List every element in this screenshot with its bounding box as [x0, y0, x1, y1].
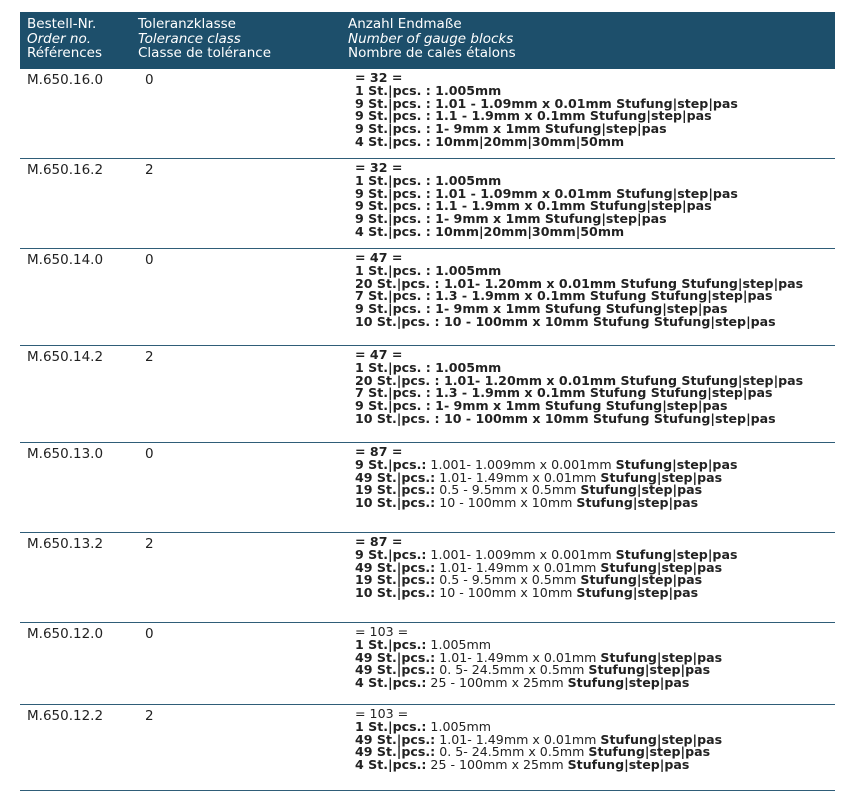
detail-text: Stufung|step|pas: [567, 675, 690, 691]
detail-text: 0. 5- 24.5mm x 0.5mm: [435, 744, 589, 760]
detail-text: 7 St.|pcs. : 1.3 - 1.9mm x 0.1mm Stufung Stufung|step|pas: [355, 385, 773, 401]
detail-text: 19 St.|pcs.:: [355, 572, 436, 588]
detail-text: 49 St.|pcs.:: [355, 744, 436, 760]
detail-text: Stufung|step|pas: [588, 744, 711, 760]
detail-text: 1.005mm: [426, 718, 492, 734]
detail-text: 9 St.|pcs. : 1.01 - 1.09mm x 0.01mm Stufung|step|pas: [355, 185, 738, 201]
detail-text: = 47 =: [355, 250, 403, 265]
gauge-block-details: [355, 705, 835, 790]
detail-text: 20 St.|pcs. : 1.01- 1.20mm x 0.01mm Stufung Stufung|step|pas: [355, 372, 804, 388]
detail-text: = 103 =: [355, 624, 409, 639]
detail-text: Stufung|step|pas: [576, 585, 699, 601]
detail-text: Stufung|step|pas: [588, 662, 711, 678]
table-row: [20, 623, 835, 705]
detail-text: 4 St.|pcs.:: [355, 675, 427, 691]
table-header: [20, 12, 835, 69]
table-row: [20, 705, 835, 791]
detail-text: 1.001- 1.009mm x 0.001mm: [426, 546, 616, 562]
order-number: M.650.12.0: [27, 626, 104, 642]
detail-text: Stufung|step|pas: [600, 731, 723, 747]
detail-text: 0.5 - 9.5mm x 0.5mm: [435, 482, 581, 498]
table-row: [20, 443, 835, 533]
detail-text: = 87 =: [355, 534, 403, 549]
order-number: M.650.16.2: [27, 162, 104, 178]
header-tolerance-en: Tolerance class: [138, 30, 241, 47]
detail-text: 9 St.|pcs. : 1- 9mm x 1mm Stufung|step|pas: [355, 121, 667, 137]
detail-text: 0. 5- 24.5mm x 0.5mm: [435, 662, 589, 678]
table-body: [20, 69, 835, 791]
detail-line: [355, 497, 835, 510]
detail-text: 49 St.|pcs.:: [355, 559, 436, 575]
tolerance-class: 2: [145, 536, 154, 552]
tolerance-class: 0: [145, 446, 154, 462]
gauge-block-table: [20, 12, 835, 791]
detail-text: 1 St.|pcs. : 1.005mm: [355, 82, 502, 98]
detail-text: Stufung|step|pas: [600, 649, 723, 665]
order-number: M.650.16.0: [27, 72, 104, 88]
detail-text: = 32 =: [355, 70, 403, 85]
header-count-en: Number of gauge blocks: [348, 30, 514, 47]
header-tolerance-de: Toleranzklasse: [138, 16, 236, 32]
detail-text: 1.001- 1.009mm x 0.001mm: [426, 456, 616, 472]
detail-text: 10 St.|pcs. : 10 - 100mm x 10mm Stufung Stufung|step|pas: [355, 313, 776, 329]
detail-text: 4 St.|pcs. : 10mm|20mm|30mm|50mm: [355, 223, 625, 239]
header-order-de: Bestell-Nr.: [27, 16, 97, 32]
detail-text: 9 St.|pcs. : 1- 9mm x 1mm Stufung Stufung|step|pas: [355, 301, 728, 317]
gauge-block-details: [355, 623, 835, 704]
detail-text: 9 St.|pcs. : 1.1 - 1.9mm x 0.1mm Stufung|step|pas: [355, 108, 712, 124]
detail-text: 4 St.|pcs.:: [355, 757, 427, 773]
table-row: [20, 69, 835, 159]
tolerance-class: 2: [145, 162, 154, 178]
detail-text: Stufung|step|pas: [580, 482, 703, 498]
detail-text: 1.01- 1.49mm x 0.01mm: [435, 649, 601, 665]
detail-text: 9 St.|pcs. : 1.01 - 1.09mm x 0.01mm Stufung|step|pas: [355, 95, 738, 111]
detail-text: 1.01- 1.49mm x 0.01mm: [435, 469, 601, 485]
header-order-no: [20, 17, 138, 69]
detail-line: [355, 759, 835, 772]
table-row: [20, 249, 835, 346]
detail-line: [355, 313, 835, 329]
detail-text: 10 - 100mm x 10mm: [435, 495, 577, 511]
header-order-en: Order no.: [27, 30, 91, 47]
detail-text: = 32 =: [355, 160, 403, 175]
detail-text: 10 St.|pcs. : 10 - 100mm x 10mm Stufung Stufung|step|pas: [355, 410, 776, 426]
tolerance-class: 0: [145, 72, 154, 88]
header-gauge-count: [348, 17, 835, 69]
detail-text: 19 St.|pcs.:: [355, 482, 436, 498]
detail-line: [355, 223, 835, 239]
gauge-block-details: [355, 533, 835, 622]
table-row: [20, 159, 835, 249]
detail-text: 49 St.|pcs.:: [355, 662, 436, 678]
detail-text: Stufung|step|pas: [615, 456, 738, 472]
gauge-block-details: [355, 249, 835, 345]
detail-text: Stufung|step|pas: [615, 546, 738, 562]
header-order-fr: Références: [27, 45, 103, 61]
gauge-block-details: [355, 346, 835, 442]
tolerance-class: 0: [145, 626, 154, 642]
tolerance-class: 0: [145, 252, 154, 268]
detail-text: Stufung|step|pas: [600, 469, 723, 485]
detail-text: 1.01- 1.49mm x 0.01mm: [435, 731, 601, 747]
table-row: [20, 346, 835, 443]
order-number: M.650.14.2: [27, 349, 104, 365]
tolerance-class: 2: [145, 708, 154, 724]
detail-text: 9 St.|pcs.:: [355, 546, 427, 562]
detail-text: 25 - 100mm x 25mm: [426, 675, 568, 691]
detail-text: 1 St.|pcs. : 1.005mm: [355, 359, 502, 375]
detail-text: 10 St.|pcs.:: [355, 585, 436, 601]
detail-text: = 47 =: [355, 347, 403, 362]
detail-line: [355, 410, 835, 426]
gauge-block-details: [355, 159, 835, 248]
order-number: M.650.13.0: [27, 446, 104, 462]
header-tolerance-fr: Classe de tolérance: [138, 45, 271, 61]
detail-text: 25 - 100mm x 25mm: [426, 757, 568, 773]
detail-text: 9 St.|pcs. : 1- 9mm x 1mm Stufung Stufung|step|pas: [355, 398, 728, 414]
detail-text: 1 St.|pcs.:: [355, 718, 427, 734]
gauge-block-details: [355, 69, 835, 158]
detail-text: Stufung|step|pas: [567, 757, 690, 773]
detail-text: 49 St.|pcs.:: [355, 469, 436, 485]
header-count-fr: Nombre de cales étalons: [348, 45, 516, 61]
detail-line: [355, 677, 835, 690]
detail-text: 9 St.|pcs. : 1- 9mm x 1mm Stufung|step|pas: [355, 211, 667, 227]
detail-text: 0.5 - 9.5mm x 0.5mm: [435, 572, 581, 588]
detail-text: 10 St.|pcs.:: [355, 495, 436, 511]
detail-line: [355, 587, 835, 600]
order-number: M.650.12.2: [27, 708, 104, 724]
tolerance-class: 2: [145, 349, 154, 365]
detail-text: 1 St.|pcs. : 1.005mm: [355, 262, 502, 278]
detail-text: 9 St.|pcs. : 1.1 - 1.9mm x 0.1mm Stufung|step|pas: [355, 198, 712, 214]
detail-text: Stufung|step|pas: [576, 495, 699, 511]
detail-text: 1.005mm: [426, 636, 492, 652]
detail-text: 1 St.|pcs. : 1.005mm: [355, 172, 502, 188]
header-count-de: Anzahl Endmaße: [348, 16, 462, 32]
detail-text: 20 St.|pcs. : 1.01- 1.20mm x 0.01mm Stufung Stufung|step|pas: [355, 275, 804, 291]
order-number: M.650.14.0: [27, 252, 104, 268]
detail-text: Stufung|step|pas: [580, 572, 703, 588]
detail-text: 7 St.|pcs. : 1.3 - 1.9mm x 0.1mm Stufung Stufung|step|pas: [355, 288, 773, 304]
gauge-block-details: [355, 443, 835, 532]
detail-text: = 103 =: [355, 706, 409, 721]
table-row: [20, 533, 835, 623]
order-number: M.650.13.2: [27, 536, 104, 552]
header-tolerance-class: [138, 17, 348, 69]
detail-text: 1.01- 1.49mm x 0.01mm: [435, 559, 601, 575]
detail-line: [355, 133, 835, 149]
detail-text: 1 St.|pcs.:: [355, 636, 427, 652]
detail-text: Stufung|step|pas: [600, 559, 723, 575]
detail-text: 49 St.|pcs.:: [355, 649, 436, 665]
detail-text: 9 St.|pcs.:: [355, 456, 427, 472]
detail-text: = 87 =: [355, 444, 403, 459]
detail-text: 10 - 100mm x 10mm: [435, 585, 577, 601]
detail-text: 49 St.|pcs.:: [355, 731, 436, 747]
detail-text: 4 St.|pcs. : 10mm|20mm|30mm|50mm: [355, 133, 625, 149]
